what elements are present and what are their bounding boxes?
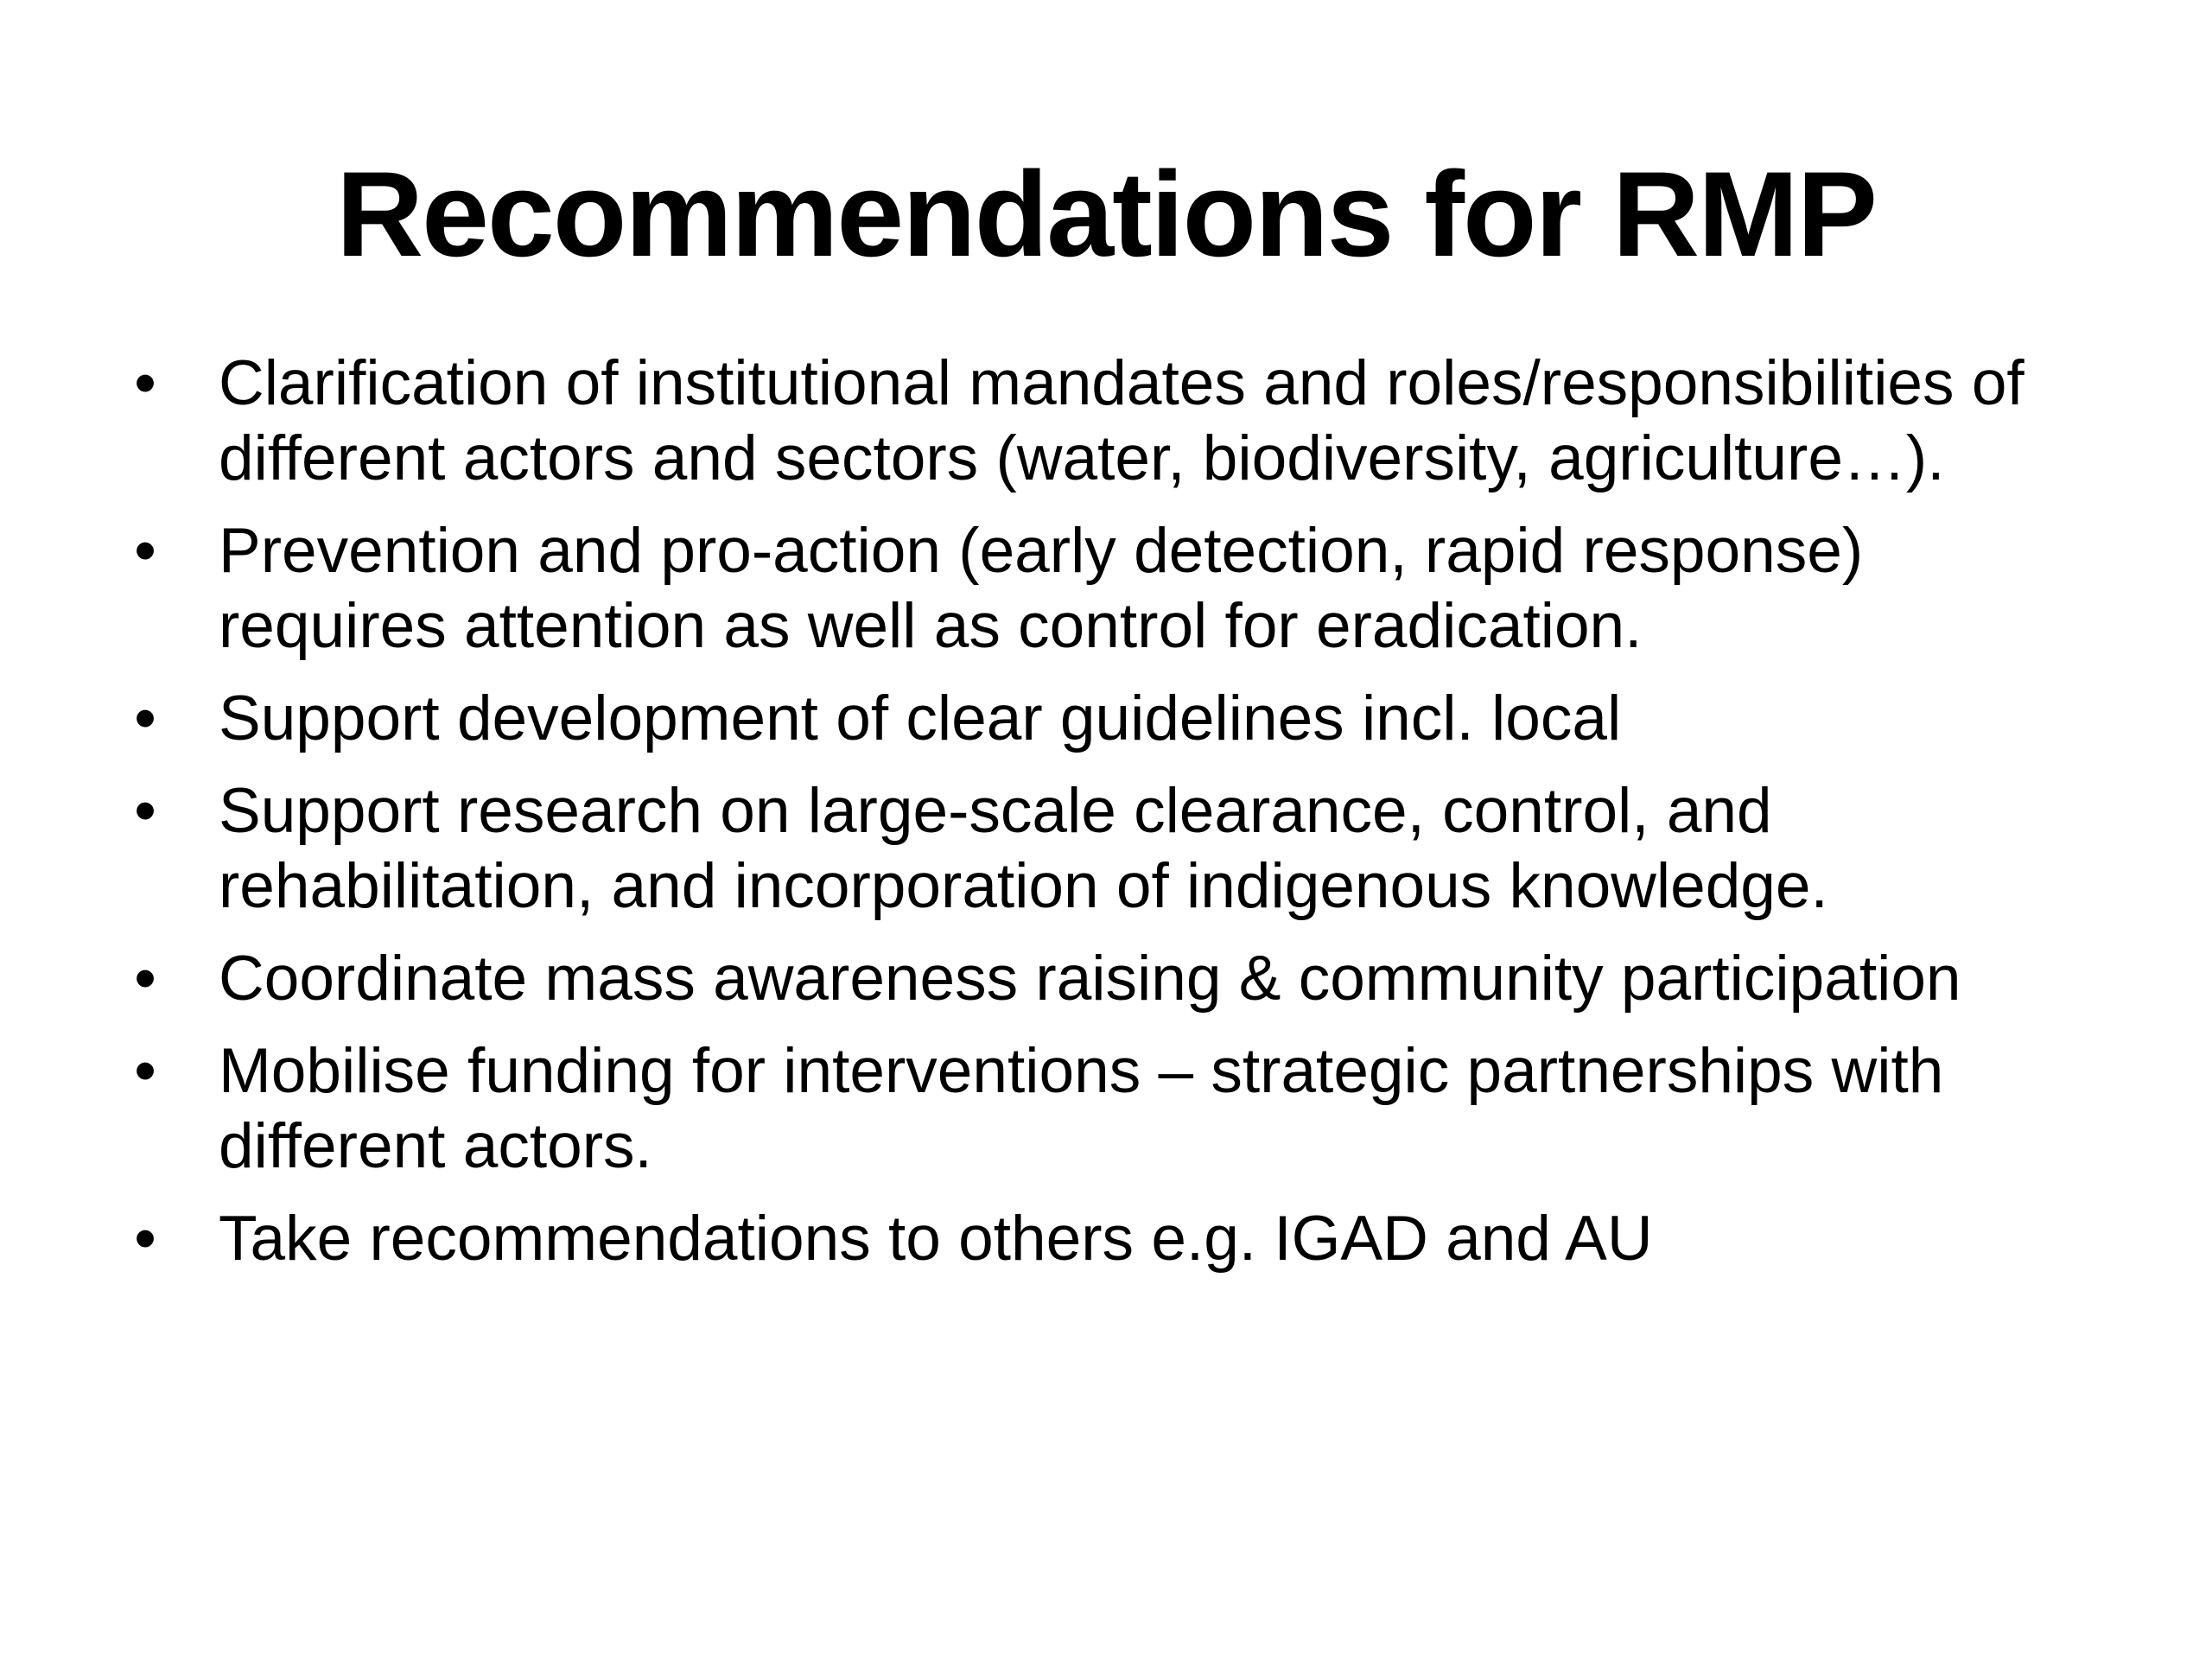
bullet-item bbox=[0, 513, 2102, 664]
bullet-text: Clarification of institutional mandates and roles/responsibilities of different actors and sectors (water, biodiversity, agriculture…). bbox=[219, 348, 2024, 493]
bullet-item bbox=[0, 773, 2102, 924]
bullet-dot-icon: • bbox=[134, 348, 156, 418]
slide-title: Recommendations for RMP bbox=[336, 146, 1876, 282]
bullet-item bbox=[0, 1201, 2102, 1276]
bullet-dot-icon: • bbox=[134, 944, 156, 1014]
bullet-text: Coordinate mass awareness raising & community participation bbox=[219, 944, 1961, 1014]
bullet-item bbox=[0, 346, 2102, 496]
bullet-text: Support research on large-scale clearance, control, and rehabilitation, and incorporation of indigenous knowledge. bbox=[219, 776, 1828, 921]
bullet-dot-icon: • bbox=[134, 1204, 156, 1274]
bullet-dot-icon: • bbox=[134, 1036, 156, 1106]
bullet-dot-icon: • bbox=[134, 776, 156, 846]
bullet-item bbox=[0, 941, 2102, 1016]
bullet-text: Take recommendations to others e.g. IGAD and AU bbox=[219, 1204, 1653, 1274]
bullet-dot-icon: • bbox=[134, 516, 156, 586]
bullet-text: Mobilise funding for interventions – strategic partnerships with different actors. bbox=[219, 1036, 1944, 1181]
bullet-item bbox=[0, 1033, 2102, 1184]
bullet-item bbox=[0, 681, 2102, 756]
bullet-text: Prevention and pro-action (early detection, rapid response) requires attention as well as control for eradication. bbox=[219, 516, 1864, 661]
bullet-list bbox=[0, 346, 2212, 1294]
bullet-dot-icon: • bbox=[134, 683, 156, 753]
bullet-text: Support development of clear guidelines incl. local bbox=[219, 683, 1622, 753]
